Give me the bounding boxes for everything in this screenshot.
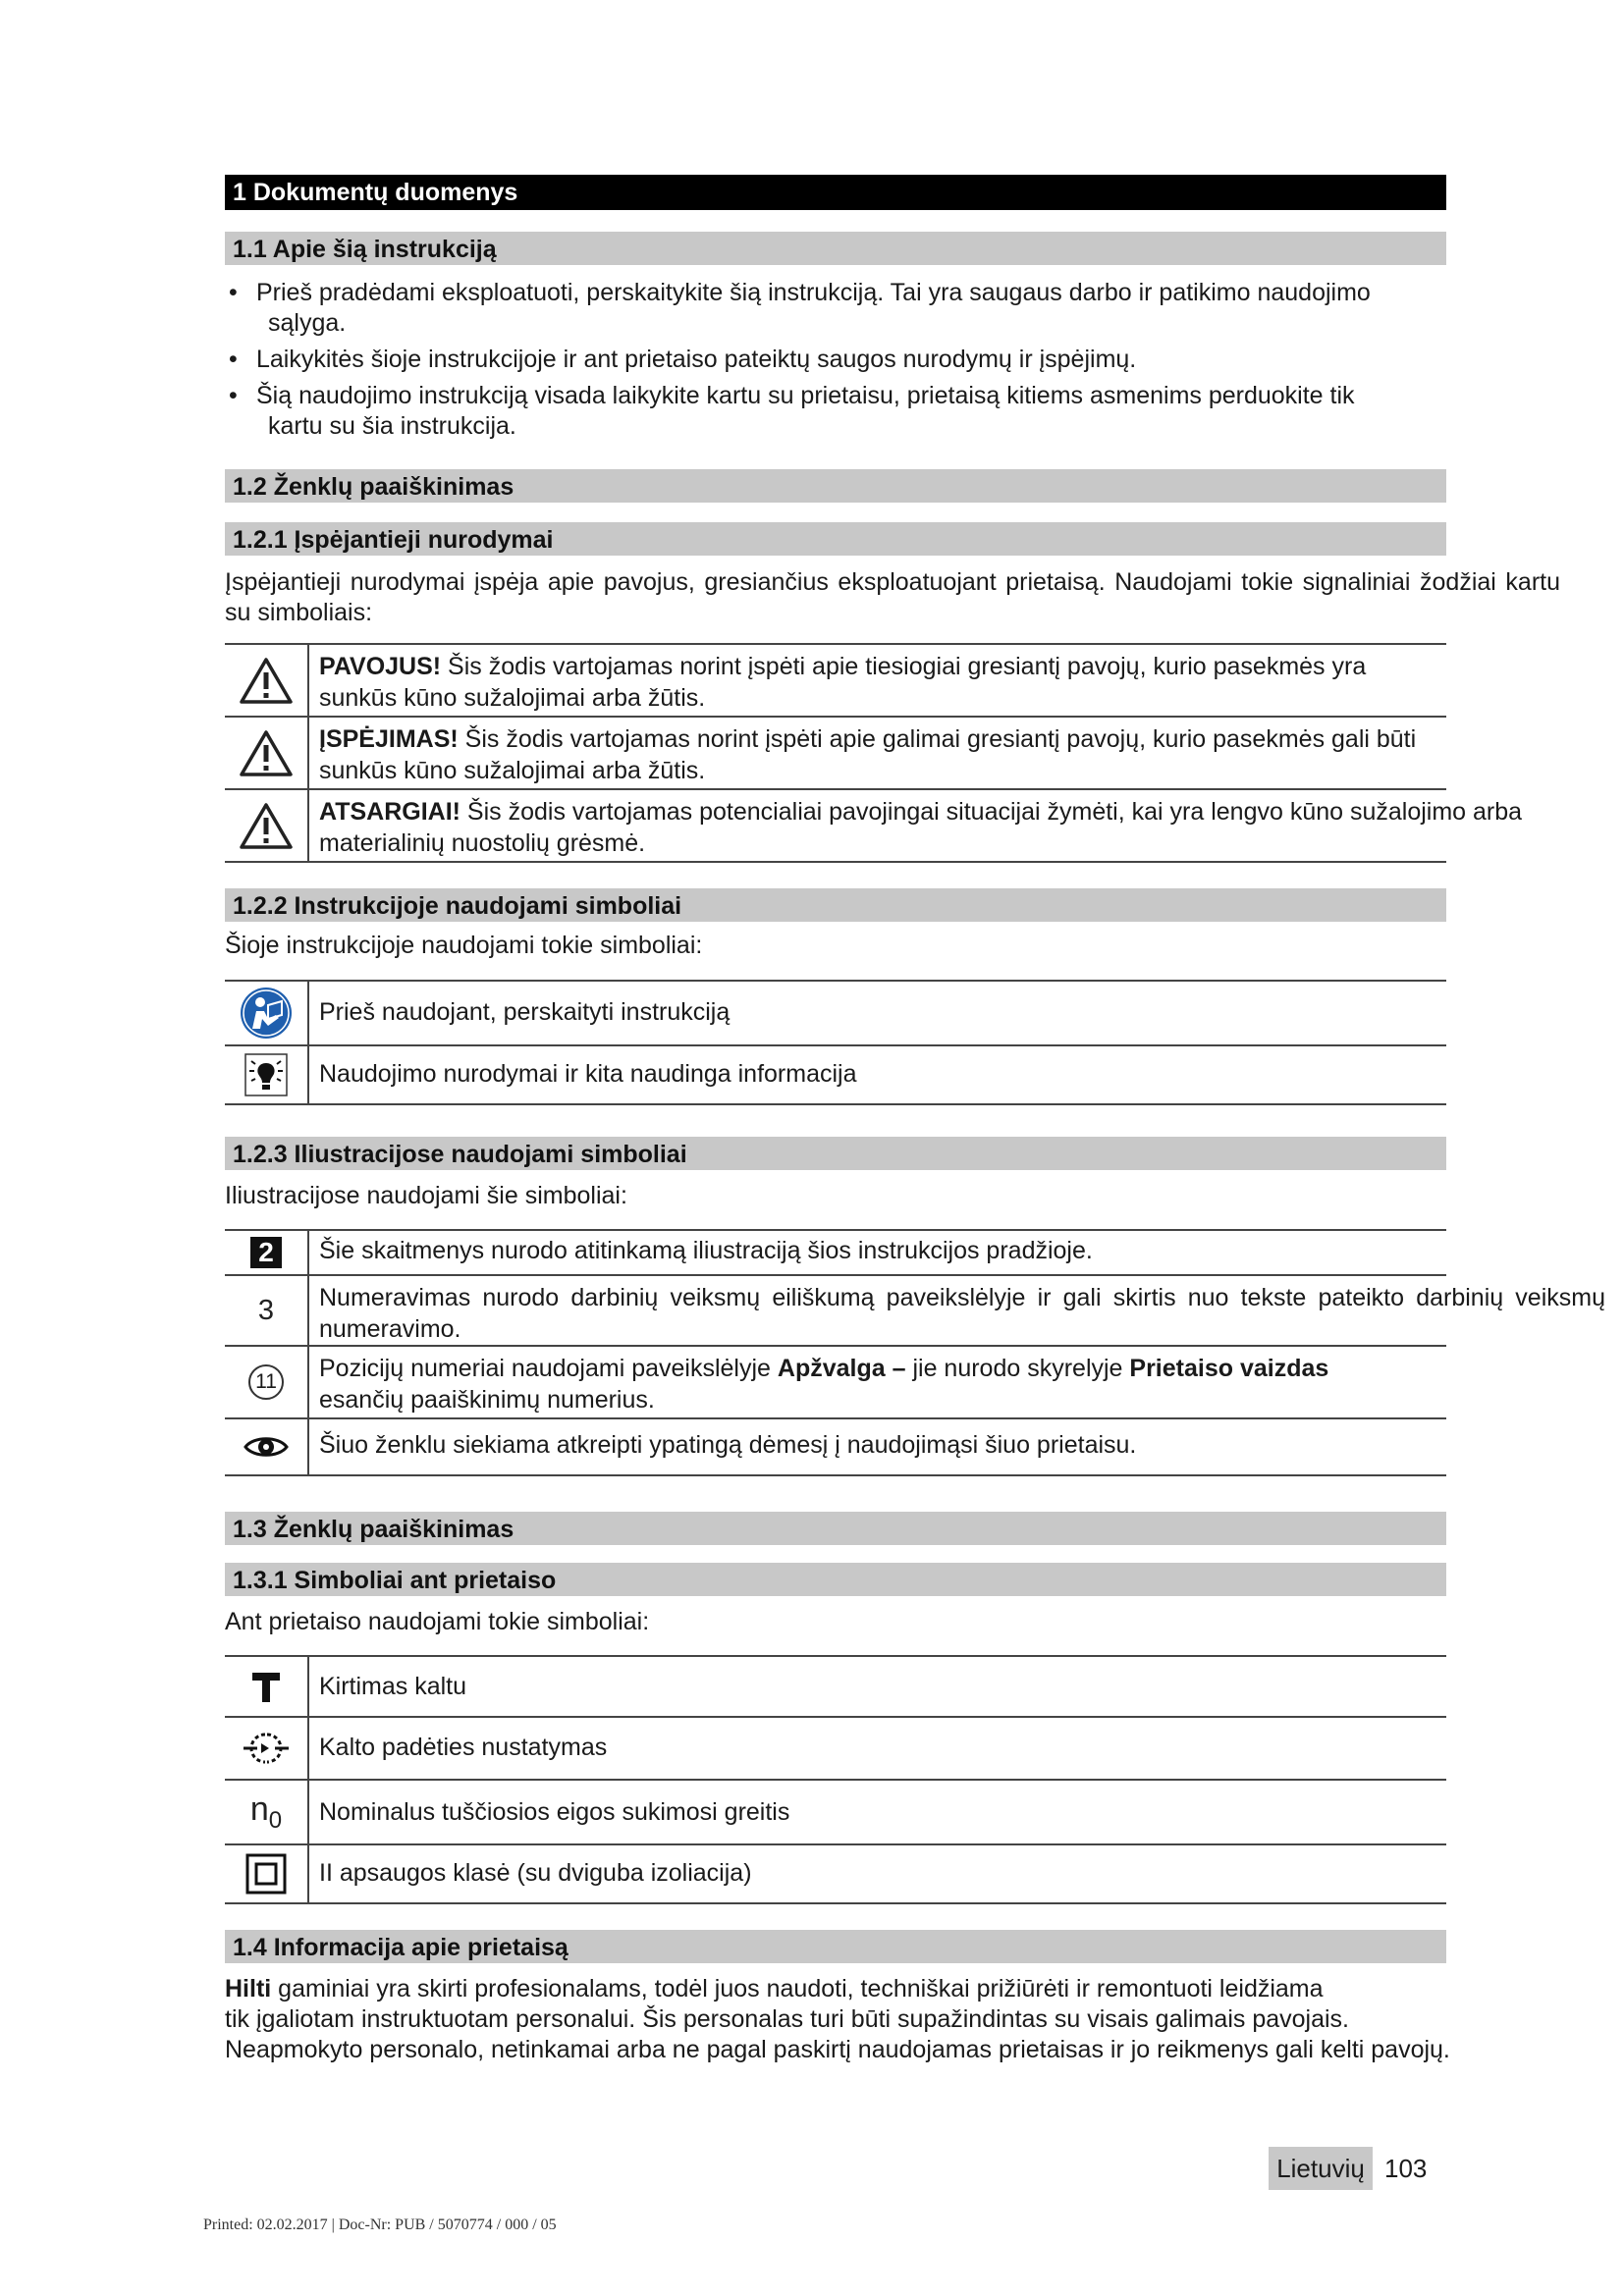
manual-symbols-table [225,980,1446,1105]
signal-description: Šis žodis vartojamas potencialiai pavojingai situacijai žymėti, kai yra lengvo kūno sužalojimo arba materialinių nuostolių grėsmė. [319,798,1523,857]
warning-triangle-icon [225,645,309,716]
symbol-description: Naudojimo nurodymai ir kita naudinga informacija [319,1060,857,1088]
no-load-speed-icon: $n_0$ [225,1781,309,1843]
table-row [225,643,1446,716]
symbol-description: Kalto padėties nustatymas [319,1734,608,1761]
protection-class-ii-icon [225,1845,309,1902]
warning-intro-paragraph: Įspėjantieji nurodymai įspėja apie pavojus, gresiančius eksploatuojant prietaisą. Naudojami tokie signaliniai žodžiai kartu su simboliais: [225,568,1560,626]
position-number-icon: 11 [225,1347,309,1417]
table-row [225,1345,1446,1417]
hammer-chiseling-icon [225,1657,309,1716]
signal-word: PAVOJUS! [319,653,442,680]
lightbulb-info-icon [225,1046,309,1103]
symbol-description: Prieš naudojant, perskaityti instrukciją [319,998,731,1026]
subsection-heading: 1.1 Apie šią instrukciją [225,232,1446,265]
table-row [225,1716,1446,1779]
brand-name: Hilti [225,1975,272,2002]
print-info: Printed: 02.02.2017 | Doc-Nr: PUB / 5070774 / 000 / 05 [203,2216,557,2233]
symbol-description: Nominalus tuščiosios eigos sukimosi greitis [319,1798,790,1826]
step-number-icon: 3 [225,1276,309,1345]
symbol-description: Numeravimas nurodo darbinių veiksmų eiliškumą paveikslėlyje ir gali skirtis nuo tekste pateikto darbinių veiksmų numeravimo. [319,1284,1605,1343]
bullet-item: • Laikykitės šioje instrukcijoje ir ant prietaiso pateiktų saugos nurodymų ir įspėjimų. [229,346,1137,373]
page-number: 103 [1384,2154,1428,2183]
illustration-symbols-table [225,1229,1605,1476]
signal-description: Šis žodis vartojamas norint įspėti apie tiesiogiai gresiantį pavojų, kurio pasekmės yra sunkūs kūno sužalojimai arba žūtis. [319,653,1367,712]
signal-description: Šis žodis vartojamas norint įspėti apie galimai gresiantį pavojų, kurio pasekmės gali būti sunkūs kūno sužalojimai arba žūtis. [319,725,1417,784]
subsection-heading: 1.2.2 Instrukcijoje naudojami simboliai [225,888,1446,922]
table-row [225,716,1446,788]
table-row [225,788,1523,863]
table-row [225,1229,1446,1274]
device-symbols-table [225,1655,1446,1904]
eye-icon [225,1419,309,1474]
symbol-description: Šie skaitmenys nurodo atitinkamą iliustraciją šios instrukcijos pradžioje. [319,1237,1093,1264]
subsection-heading: 1.3.1 Simboliai ant prietaiso [225,1563,1446,1596]
warning-triangle-icon [225,790,309,861]
chisel-position-icon [225,1718,309,1779]
table-row [225,1044,1446,1105]
figure-number-icon: 2 [225,1231,309,1274]
subsection-heading: 1.3 Ženklų paaiškinimas [225,1512,1446,1545]
subsection-heading: 1.2.3 Iliustracijose naudojami simboliai [225,1137,1446,1170]
device-info-paragraph: Hilti gaminiai yra skirti profesionalams, todėl juos naudoti, techniškai prižiūrėti ir remontuoti leidžiama tik įgaliotam instruktuotam personalui. Šis personalas turi būti supažindintas su visais galimais pavojais. Neapmokyto personalo, netinkamai arba ne pagal paskirtį naudojamas prietaisas ir jo reikmenys gali kelti pavojų. [225,1975,1450,2063]
symbol-description: Pozicijų numeriai naudojami paveikslėlyje Apžvalga – jie nurodo skyrelyje Prietaiso vaizdas esančių paaiškinimų numerius. [319,1355,1329,1414]
signal-word: ĮSPĖJIMAS! [319,725,459,753]
symbols-intro: Šioje instrukcijoje naudojami tokie simboliai: [225,932,703,959]
table-row [225,980,1446,1044]
subsection-heading: 1.2 Ženklų paaiškinimas [225,469,1446,503]
bullet-item: • Šią naudojimo instrukciją visada laikykite kartu su prietaisu, prietaisą kitiems asmenims perduokite tik kartu su šia instrukcija. [229,382,1355,440]
warning-table [225,643,1523,863]
language-tab: Lietuvių [1269,2147,1373,2190]
section-heading: 1 Dokumentų duomenys [225,175,1446,210]
subsection-heading: 1.4 Informacija apie prietaisą [225,1930,1446,1963]
symbol-description: II apsaugos klasė (su dviguba izoliacija) [319,1859,752,1887]
illustration-symbols-intro: Iliustracijose naudojami šie simboliai: [225,1182,627,1209]
symbol-description: Kirtimas kaltu [319,1673,467,1700]
warning-triangle-icon [225,718,309,788]
read-manual-icon [225,982,309,1044]
table-row [225,1843,1446,1904]
instruction-bullet-list [225,278,1570,448]
bullet-item: • Prieš pradėdami eksploatuoti, perskaitykite šią instrukciją. Tai yra saugaus darbo ir patikimo naudojimo sąlyga. [229,279,1371,337]
table-row [225,1274,1605,1345]
signal-word: ATSARGIAI! [319,798,460,826]
table-row [225,1779,1446,1843]
table-row [225,1417,1446,1476]
table-row [225,1655,1446,1716]
symbol-description: Šiuo ženklu siekiama atkreipti ypatingą dėmesį į naudojimąsi šiuo prietaisu. [319,1431,1137,1459]
subsection-heading: 1.2.1 Įspėjantieji nurodymai [225,522,1446,556]
device-symbols-intro: Ant prietaiso naudojami tokie simboliai: [225,1608,650,1635]
